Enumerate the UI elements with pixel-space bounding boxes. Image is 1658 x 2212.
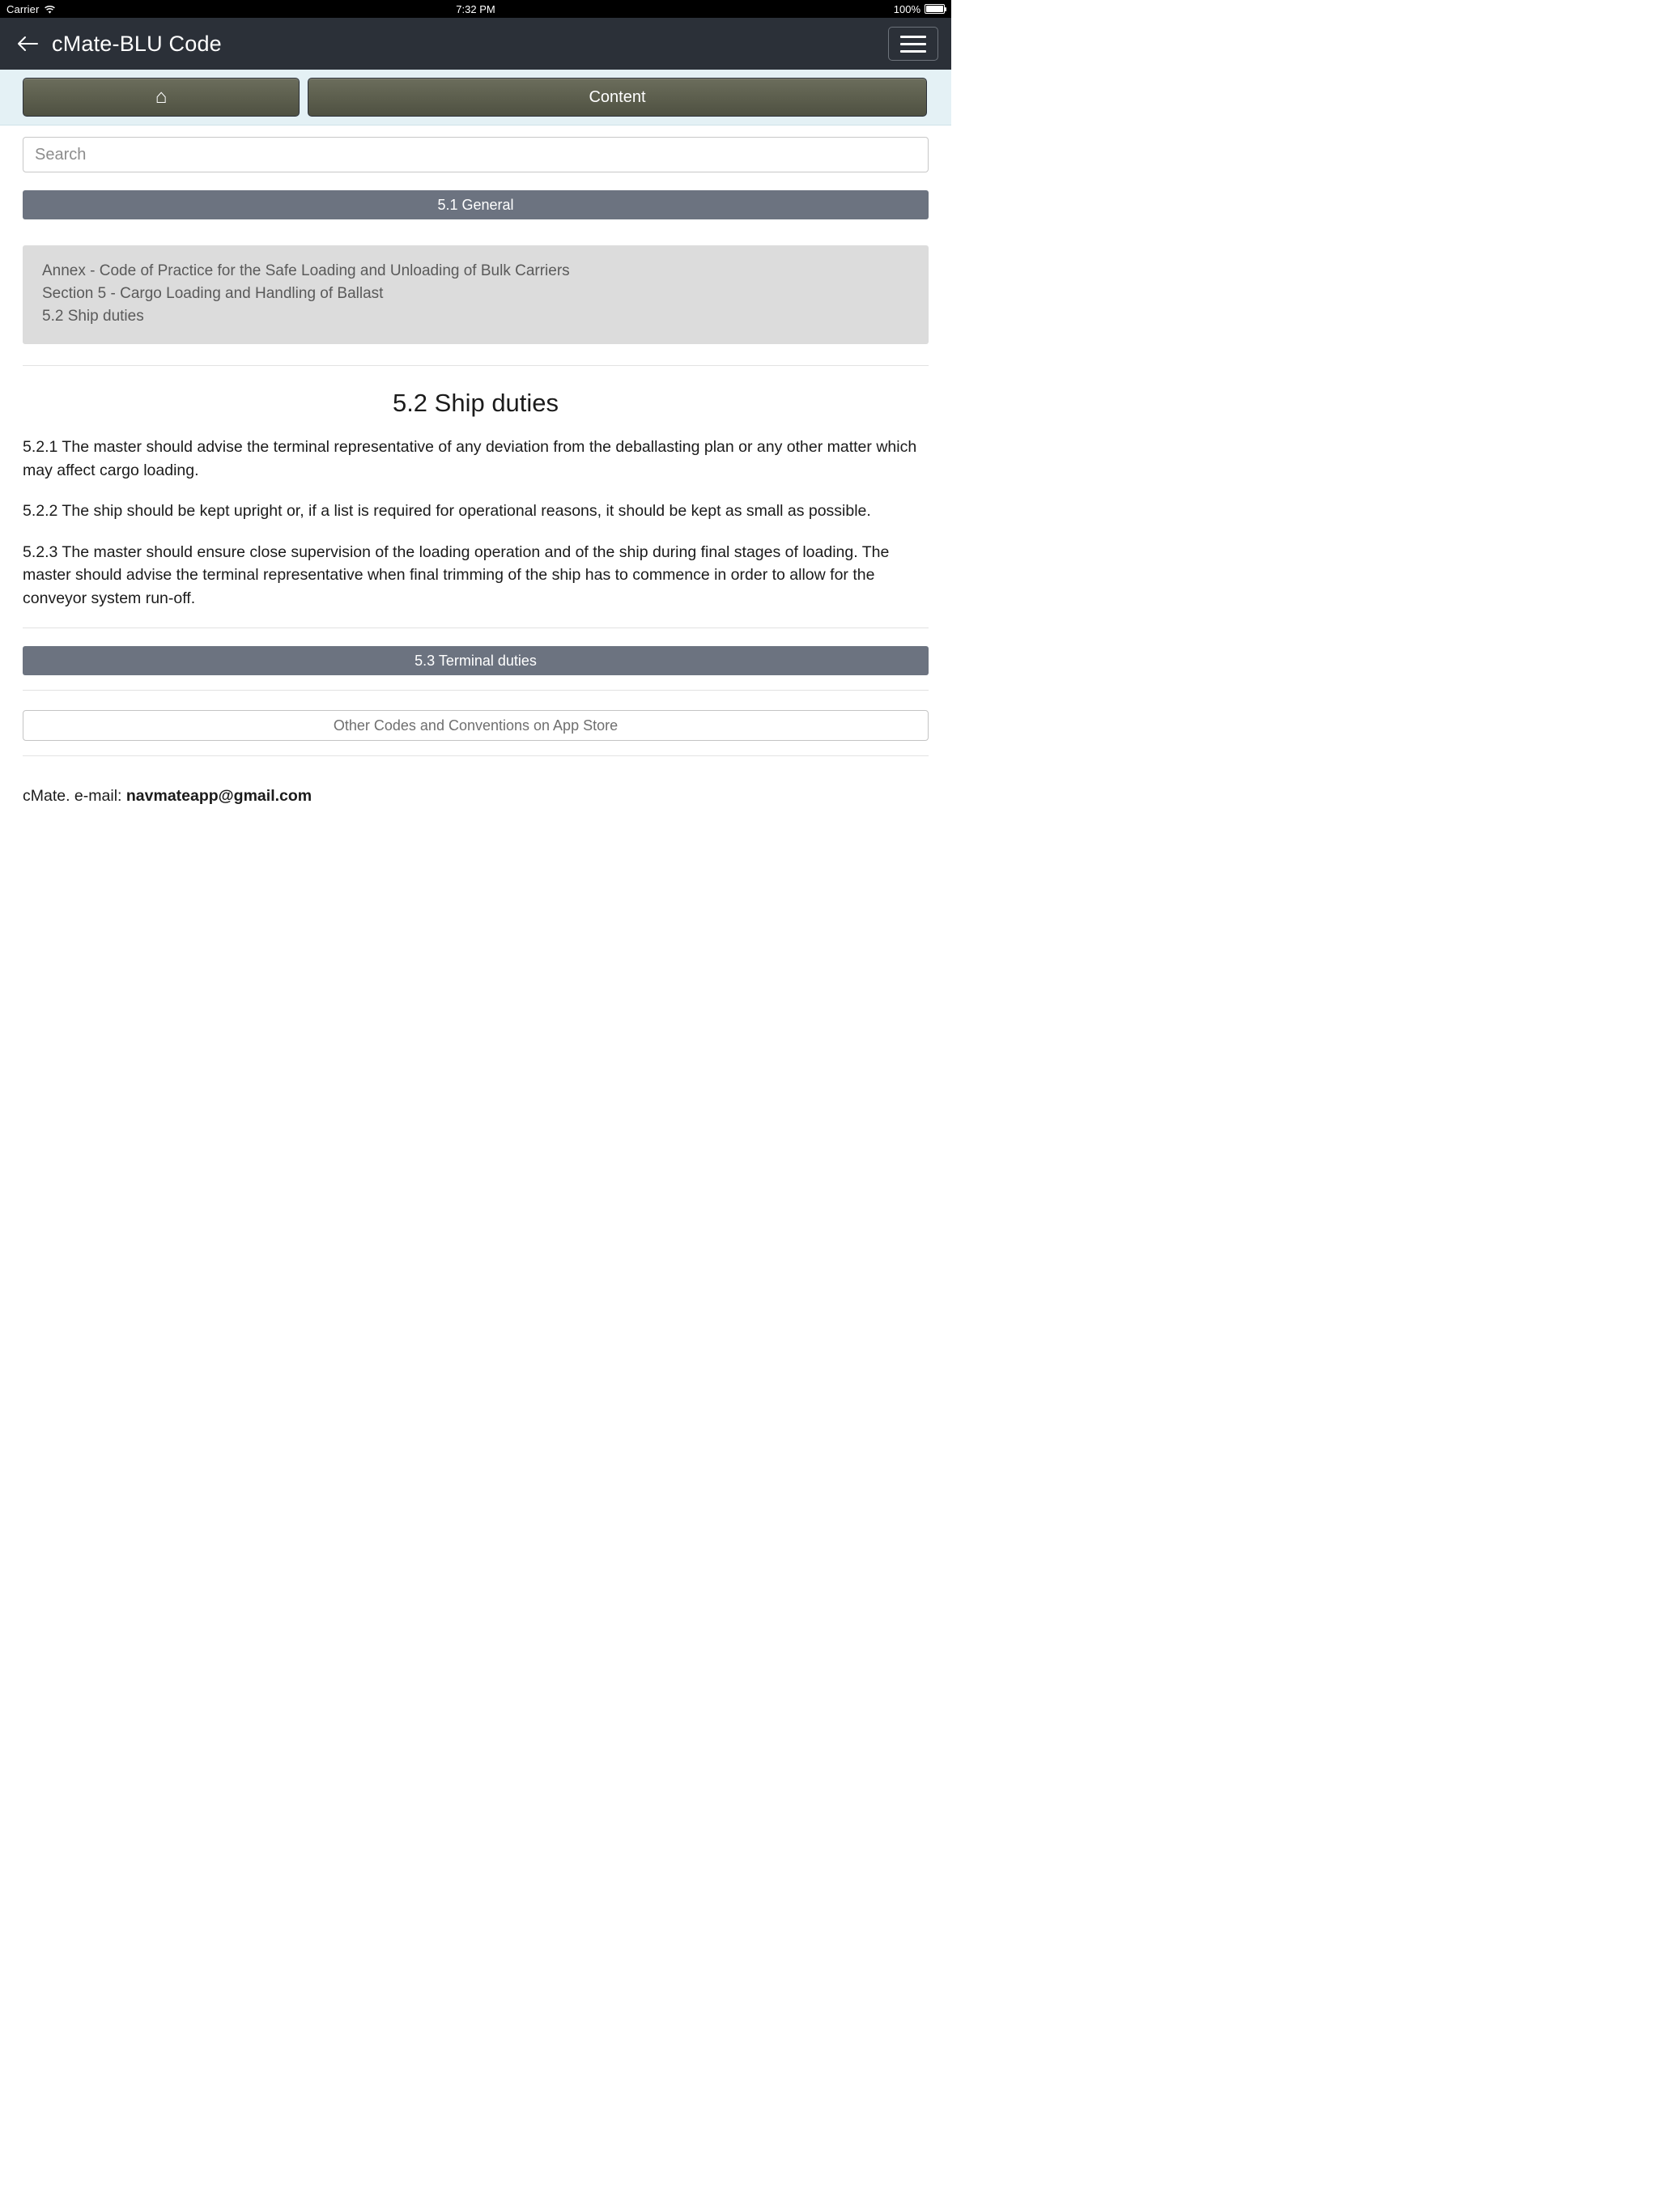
footer-prefix: cMate. e-mail: [23, 787, 126, 806]
article-paragraph-2: 5.2.2 The ship should be kept upright or, if a list is required for operational reasons, it should be kept as small as possible. [23, 502, 871, 521]
battery-icon [925, 4, 945, 14]
article-title: 5.2 Ship duties [392, 389, 559, 418]
battery-percent-label: 100% [893, 2, 920, 15]
breadcrumb-line-current: 5.2 Ship duties [42, 308, 144, 325]
home-icon: ⌂ [155, 86, 168, 108]
next-section-button[interactable] [23, 646, 929, 675]
search-input[interactable] [23, 137, 929, 172]
breadcrumb [23, 245, 929, 344]
ios-status-bar [0, 0, 951, 18]
footer-contact [23, 787, 929, 806]
breadcrumb-line-annex: Annex - Code of Practice for the Safe Loading and Unloading of Bulk Carriers [42, 262, 570, 279]
app-navbar [0, 18, 951, 70]
hamburger-menu-icon[interactable] [888, 27, 938, 61]
tab-content-label: Content [589, 87, 646, 106]
divider-top [23, 365, 929, 366]
app-store-link-button[interactable] [23, 710, 929, 741]
next-section-label: 5.3 Terminal duties [414, 652, 537, 669]
prev-section-label: 5.1 General [437, 196, 514, 213]
back-arrow-icon[interactable] [11, 28, 44, 60]
top-tab-bar [0, 70, 951, 125]
status-bar-clock: 7:32 PM [456, 2, 495, 15]
tab-content[interactable] [308, 78, 927, 117]
article-paragraph-3: 5.2.3 The master should ensure close supervision of the loading operation and of the ship during final stages of loading. The master should advise the terminal representative when final trimming of the ship has to commence in order to allow for the conveyor system run-off. [23, 542, 890, 607]
prev-section-button[interactable] [23, 190, 929, 219]
article-paragraph-1: 5.2.1 The master should advise the terminal representative of any deviation from the deballasting plan or any other matter which may affect cargo loading. [23, 438, 917, 479]
tab-home[interactable] [23, 78, 300, 117]
footer-email[interactable]: navmateapp@gmail.com [125, 787, 312, 806]
divider-before-store [23, 690, 929, 691]
breadcrumb-line-section: Section 5 - Cargo Loading and Handling of Ballast [42, 285, 384, 303]
main-content [0, 125, 951, 806]
status-bar-right [894, 0, 945, 18]
page-title: cMate-BLU Code [52, 31, 222, 56]
carrier-label: Carrier [6, 2, 40, 15]
app-store-link-label: Other Codes and Conventions on App Store [333, 717, 619, 734]
divider-after-article [23, 627, 929, 628]
divider-before-footer [23, 755, 929, 756]
